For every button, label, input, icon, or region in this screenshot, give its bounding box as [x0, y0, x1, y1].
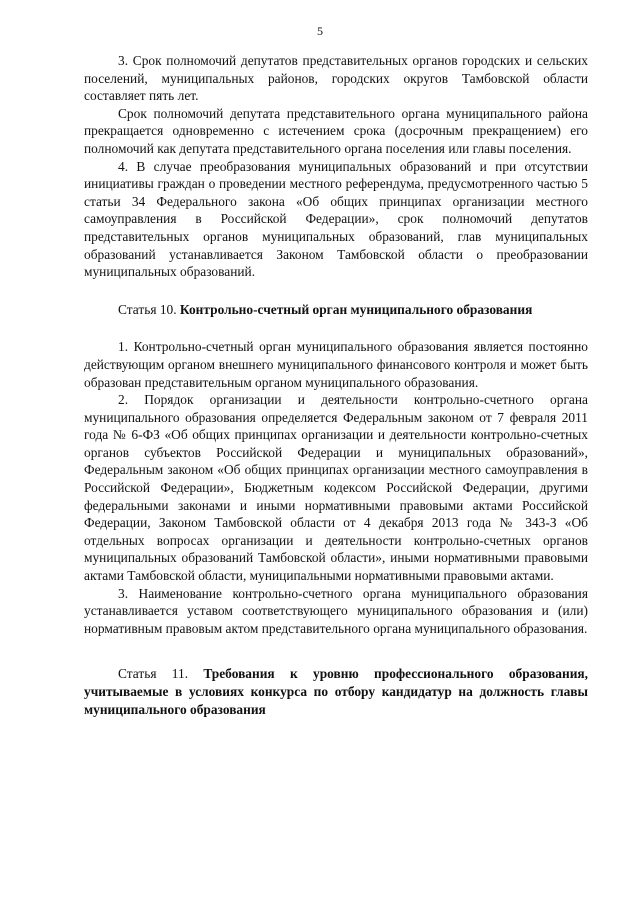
article-11-prefix: Статья 11. [118, 666, 204, 682]
paragraph-transformation: 4. В случае преобразования муниципальных образований и при отсутствии инициативы граждан о проведении местного референдума, предусмотренного частью 5 статьи 34 Федерального закона «Об общих принципах организации местного самоуправления в Российской Федерации», срок полномочий депутатов представительных органов муниципальных образований, глав муниципальных образований устанавливается Законом Тамбовской области о преобразовании муниципальных образований. [84, 158, 588, 280]
article-11-heading [84, 665, 588, 718]
article-10-paragraph-2: 2. Порядок организации и деятельности контрольно-счетного органа муниципального образования определяется Федеральным законом от 7 февраля 2011 года № 6-ФЗ «Об общих принципах организации и деятельности контрольно-счетных органов субъектов Российской Федерации и муниципальных образований», Федеральным законом «Об общих принципах организации местного самоуправления в Российской Федерации», Бюджетным кодексом Российской Федерации, другими федеральными законами и иными нормативными правовыми актами Российской Федерации, Законом Тамбовской области от 4 декабря 2013 года № 343-З «Об отдельных вопросах организации и деятельности контрольно-счетных органов муниципальных образований Тамбовской области», иными нормативными правовыми актами Тамбовской области, муниципальными нормативными правовыми актами. [84, 392, 588, 584]
paragraph-district-deputy-term: Срок полномочий депутата представительного органа муниципального района прекращается одновременно с истечением срока (досрочным прекращением) его полномочий как депутата представительного органа поселения или главы поселения. [84, 105, 588, 156]
page-number: 5 [317, 24, 323, 38]
document-body [84, 52, 588, 718]
article-10-paragraph-1: 1. Контрольно-счетный орган муниципального образования является постоянно действующим органом внешнего муниципального финансового контроля и может быть образован представительным органом муниципального образования. [84, 339, 588, 390]
paragraph-term-of-office: 3. Срок полномочий депутатов представительных органов городских и сельских поселений, муниципальных районов, городских округов Тамбовской области составляет пять лет. [84, 53, 588, 104]
article-11-title: Требования к уровню профессионального образования, учитываемые в условиях конкурса по отбору кандидатур на должность главы муниципального образования [84, 666, 589, 717]
article-10-paragraph-3: 3. Наименование контрольно-счетного органа муниципального образования устанавливается уставом соответствующего муниципального образования и (или) нормативным правовым актом представительного органа муниципального образования. [84, 585, 588, 636]
article-10-title: Контрольно-счетный орган муниципального образования [179, 301, 533, 317]
article-10-heading [84, 301, 588, 319]
article-10-prefix: Статья 10. [118, 301, 180, 317]
